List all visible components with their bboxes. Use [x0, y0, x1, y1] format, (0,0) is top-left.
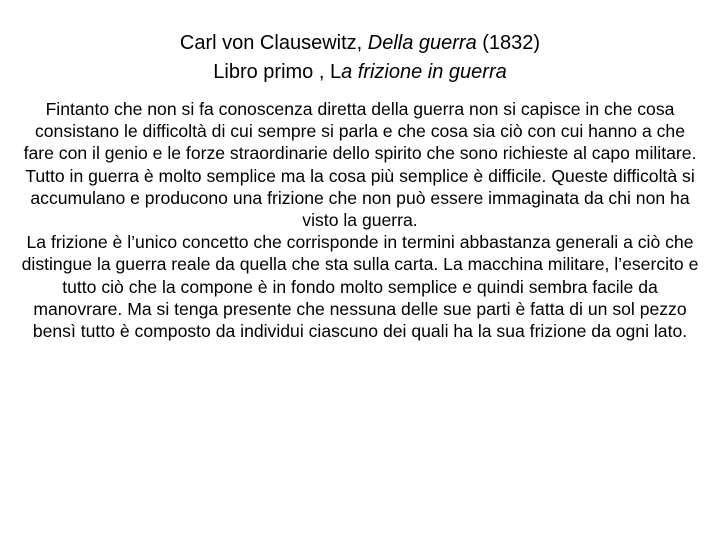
quote-body	[20, 98, 700, 342]
title-line-2	[0, 58, 720, 87]
title-author: Carl von Clausewitz,	[179, 32, 368, 54]
paragraph-2: Tutto in guerra è molto semplice ma la cosa più semplice è difficile. Queste difficoltà si accumulano e producono una frizione che non può essere immaginata da chi non ha visto la guerra.	[25, 165, 695, 231]
title-section: a frizione in guerra	[341, 61, 507, 83]
title-year: (1832)	[476, 32, 541, 54]
slide-title	[0, 29, 720, 87]
paragraph-1: Fintanto che non si fa conoscenza diretta della guerra non si capisce in che cosa consistano le difficoltà di cui sempre si parla e che cosa sia ciò con cui hanno a che fare con il genio e le forze straordinarie dello spirito che sono richieste al capo militare.	[23, 99, 697, 164]
paragraph-3: La frizione è l’unico concetto che corrisponde in termini abbastanza generali a ciò che distingue la guerra reale da quella che sta sulla carta. La macchina militare, l’esercito e tutto ciò che la compone è in fondo molto semplice e quindi sembra facile da manovrare. Ma si tenga presente che nessuna delle sue parti è fatta di un sol pezzo bensì tutto è composto da individui ciascuno dei quali ha la sua frizione da ogni lato.	[21, 232, 699, 342]
title-book: Libro primo , L	[213, 61, 342, 83]
title-work: Della guerra	[367, 32, 477, 54]
title-line-1	[0, 29, 720, 58]
